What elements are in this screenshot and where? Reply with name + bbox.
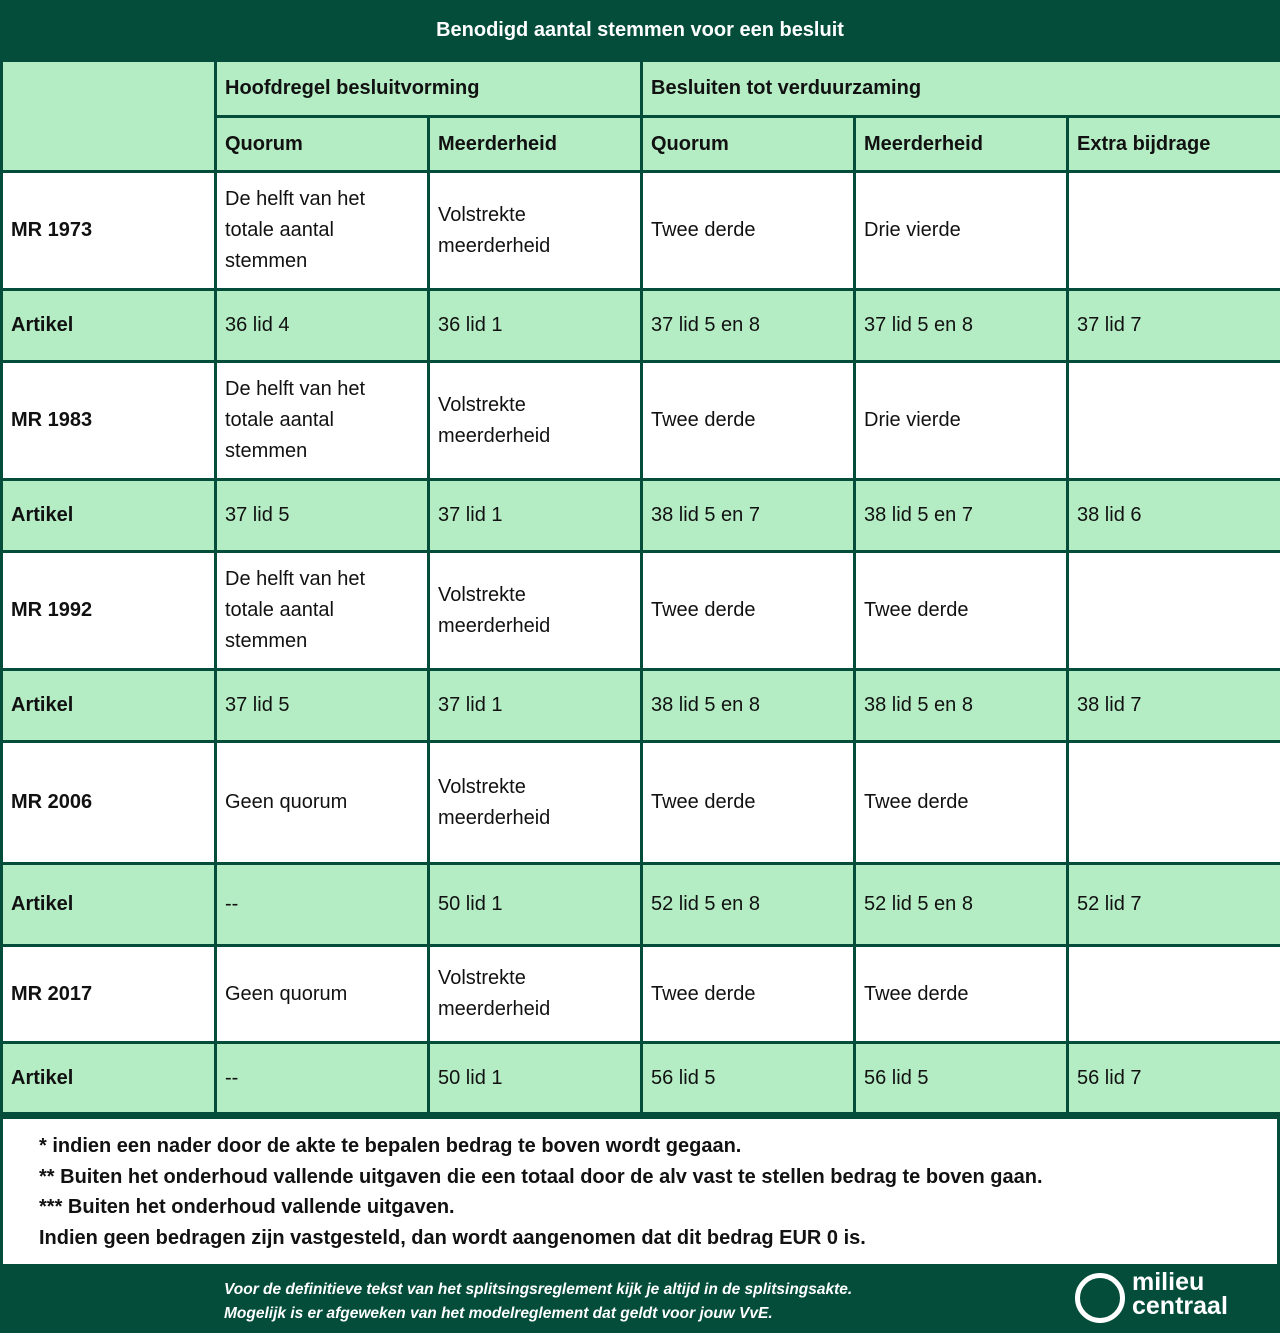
row-label: Artikel (2, 864, 216, 946)
table-cell: Volstrekte meerderheid (429, 172, 642, 290)
table-cell: 52 lid 7 (1068, 864, 1280, 946)
table-cell: Twee derde (642, 946, 855, 1043)
corner-cell (2, 61, 216, 172)
table-cell: De helft van het totale aantal stemmen (216, 362, 429, 480)
col-header-extra-bijdrage: Extra bijdrage (1068, 117, 1280, 172)
table-cell: 38 lid 6 (1068, 480, 1280, 552)
table-cell: 50 lid 1 (429, 864, 642, 946)
table-cell: 36 lid 4 (216, 290, 429, 362)
table-cell: 38 lid 5 en 8 (855, 670, 1068, 742)
table-cell (1068, 946, 1280, 1043)
logo-ring-icon (1075, 1273, 1125, 1323)
table-cell: Drie vierde (855, 362, 1068, 480)
table-cell: 52 lid 5 en 8 (855, 864, 1068, 946)
row-label: MR 1992 (2, 552, 216, 670)
table-cell: De helft van het totale aantal stemmen (216, 552, 429, 670)
table-cell: 38 lid 5 en 7 (642, 480, 855, 552)
table-cell: 56 lid 5 (642, 1043, 855, 1114)
logo-line: centraal (1132, 1292, 1228, 1320)
table-cell: 38 lid 5 en 7 (855, 480, 1068, 552)
disclaimer (224, 1278, 1064, 1326)
disclaimer-line: Voor de definitieve tekst van het splitsingsreglement kijk je altijd in de splitsingsakte. (224, 1281, 853, 1298)
col-header-meerderheid: Meerderheid (429, 117, 642, 172)
page-title: Benodigd aantal stemmen voor een besluit (436, 18, 844, 41)
logo-line: milieu (1132, 1268, 1205, 1296)
table-cell (1068, 362, 1280, 480)
table-row (2, 742, 1280, 864)
table-row (2, 290, 1280, 362)
table-row (2, 172, 1280, 290)
table-cell: 50 lid 1 (429, 1043, 642, 1114)
table-cell: Twee derde (642, 362, 855, 480)
row-label: MR 1973 (2, 172, 216, 290)
table-cell: 37 lid 5 (216, 480, 429, 552)
table-cell: Twee derde (855, 552, 1068, 670)
logo-text (1132, 1270, 1228, 1318)
table-cell: De helft van het totale aantal stemmen (216, 172, 429, 290)
table-row (2, 670, 1280, 742)
row-label: MR 1983 (2, 362, 216, 480)
row-label: Artikel (2, 670, 216, 742)
table-cell: 38 lid 5 en 8 (642, 670, 855, 742)
table-cell: Volstrekte meerderheid (429, 362, 642, 480)
footnotes (3, 1119, 1277, 1264)
disclaimer-line: Mogelijk is er afgeweken van het modelreglement dat geldt voor jouw VvE. (224, 1305, 773, 1322)
row-label: Artikel (2, 290, 216, 362)
table-cell (1068, 172, 1280, 290)
table-row (2, 946, 1280, 1043)
footnote: ** Buiten het onderhoud vallende uitgaven die een totaal door de alv vast te stellen bedrag te boven gaan. (39, 1165, 1043, 1188)
table-cell: 37 lid 5 en 8 (855, 290, 1068, 362)
footnote: * indien een nader door de akte te bepalen bedrag te boven wordt gegaan. (39, 1135, 742, 1157)
footnote: *** Buiten het onderhoud vallende uitgaven. (39, 1196, 455, 1218)
votes-table (0, 59, 1280, 1115)
table-cell: 37 lid 1 (429, 670, 642, 742)
table-cell: 37 lid 1 (429, 480, 642, 552)
group-header-hoofdregel: Hoofdregel besluitvorming (216, 61, 642, 117)
table-cell (1068, 742, 1280, 864)
group-header-verduurzaming: Besluiten tot verduurzaming (642, 61, 1280, 117)
row-label: MR 2017 (2, 946, 216, 1043)
table-cell: -- (216, 1043, 429, 1114)
table-row (2, 552, 1280, 670)
table-cell: 37 lid 5 (216, 670, 429, 742)
table-cell: Volstrekte meerderheid (429, 552, 642, 670)
table-cell: Geen quorum (216, 742, 429, 864)
table-cell: Twee derde (855, 742, 1068, 864)
table-cell: Geen quorum (216, 946, 429, 1043)
col-header-meerderheid-verduurzaming: Meerderheid (855, 117, 1068, 172)
row-label: Artikel (2, 1043, 216, 1114)
table-cell: 37 lid 5 en 8 (642, 290, 855, 362)
row-label: MR 2006 (2, 742, 216, 864)
table-cell: Twee derde (642, 742, 855, 864)
table-row (2, 480, 1280, 552)
table-cell: Twee derde (855, 946, 1068, 1043)
footnote: Indien geen bedragen zijn vastgesteld, dan wordt aangenomen dat dit bedrag EUR 0 is. (39, 1226, 866, 1249)
table-cell: 36 lid 1 (429, 290, 642, 362)
table-row (2, 1043, 1280, 1114)
col-header-quorum-verduurzaming: Quorum (642, 117, 855, 172)
row-label: Artikel (2, 480, 216, 552)
table-cell: Volstrekte meerderheid (429, 946, 642, 1043)
table-cell (1068, 552, 1280, 670)
table-cell: 56 lid 7 (1068, 1043, 1280, 1114)
col-header-quorum: Quorum (216, 117, 429, 172)
table-cell: Volstrekte meerderheid (429, 742, 642, 864)
table-row (2, 362, 1280, 480)
table-cell: Twee derde (642, 172, 855, 290)
table-cell: 38 lid 7 (1068, 670, 1280, 742)
table-cell: -- (216, 864, 429, 946)
table-row (2, 864, 1280, 946)
table-cell: Twee derde (642, 552, 855, 670)
table-cell: Drie vierde (855, 172, 1068, 290)
table-cell: 37 lid 7 (1068, 290, 1280, 362)
milieu-centraal-logo (1075, 1270, 1265, 1326)
table-cell: 56 lid 5 (855, 1043, 1068, 1114)
table-cell: 52 lid 5 en 8 (642, 864, 855, 946)
